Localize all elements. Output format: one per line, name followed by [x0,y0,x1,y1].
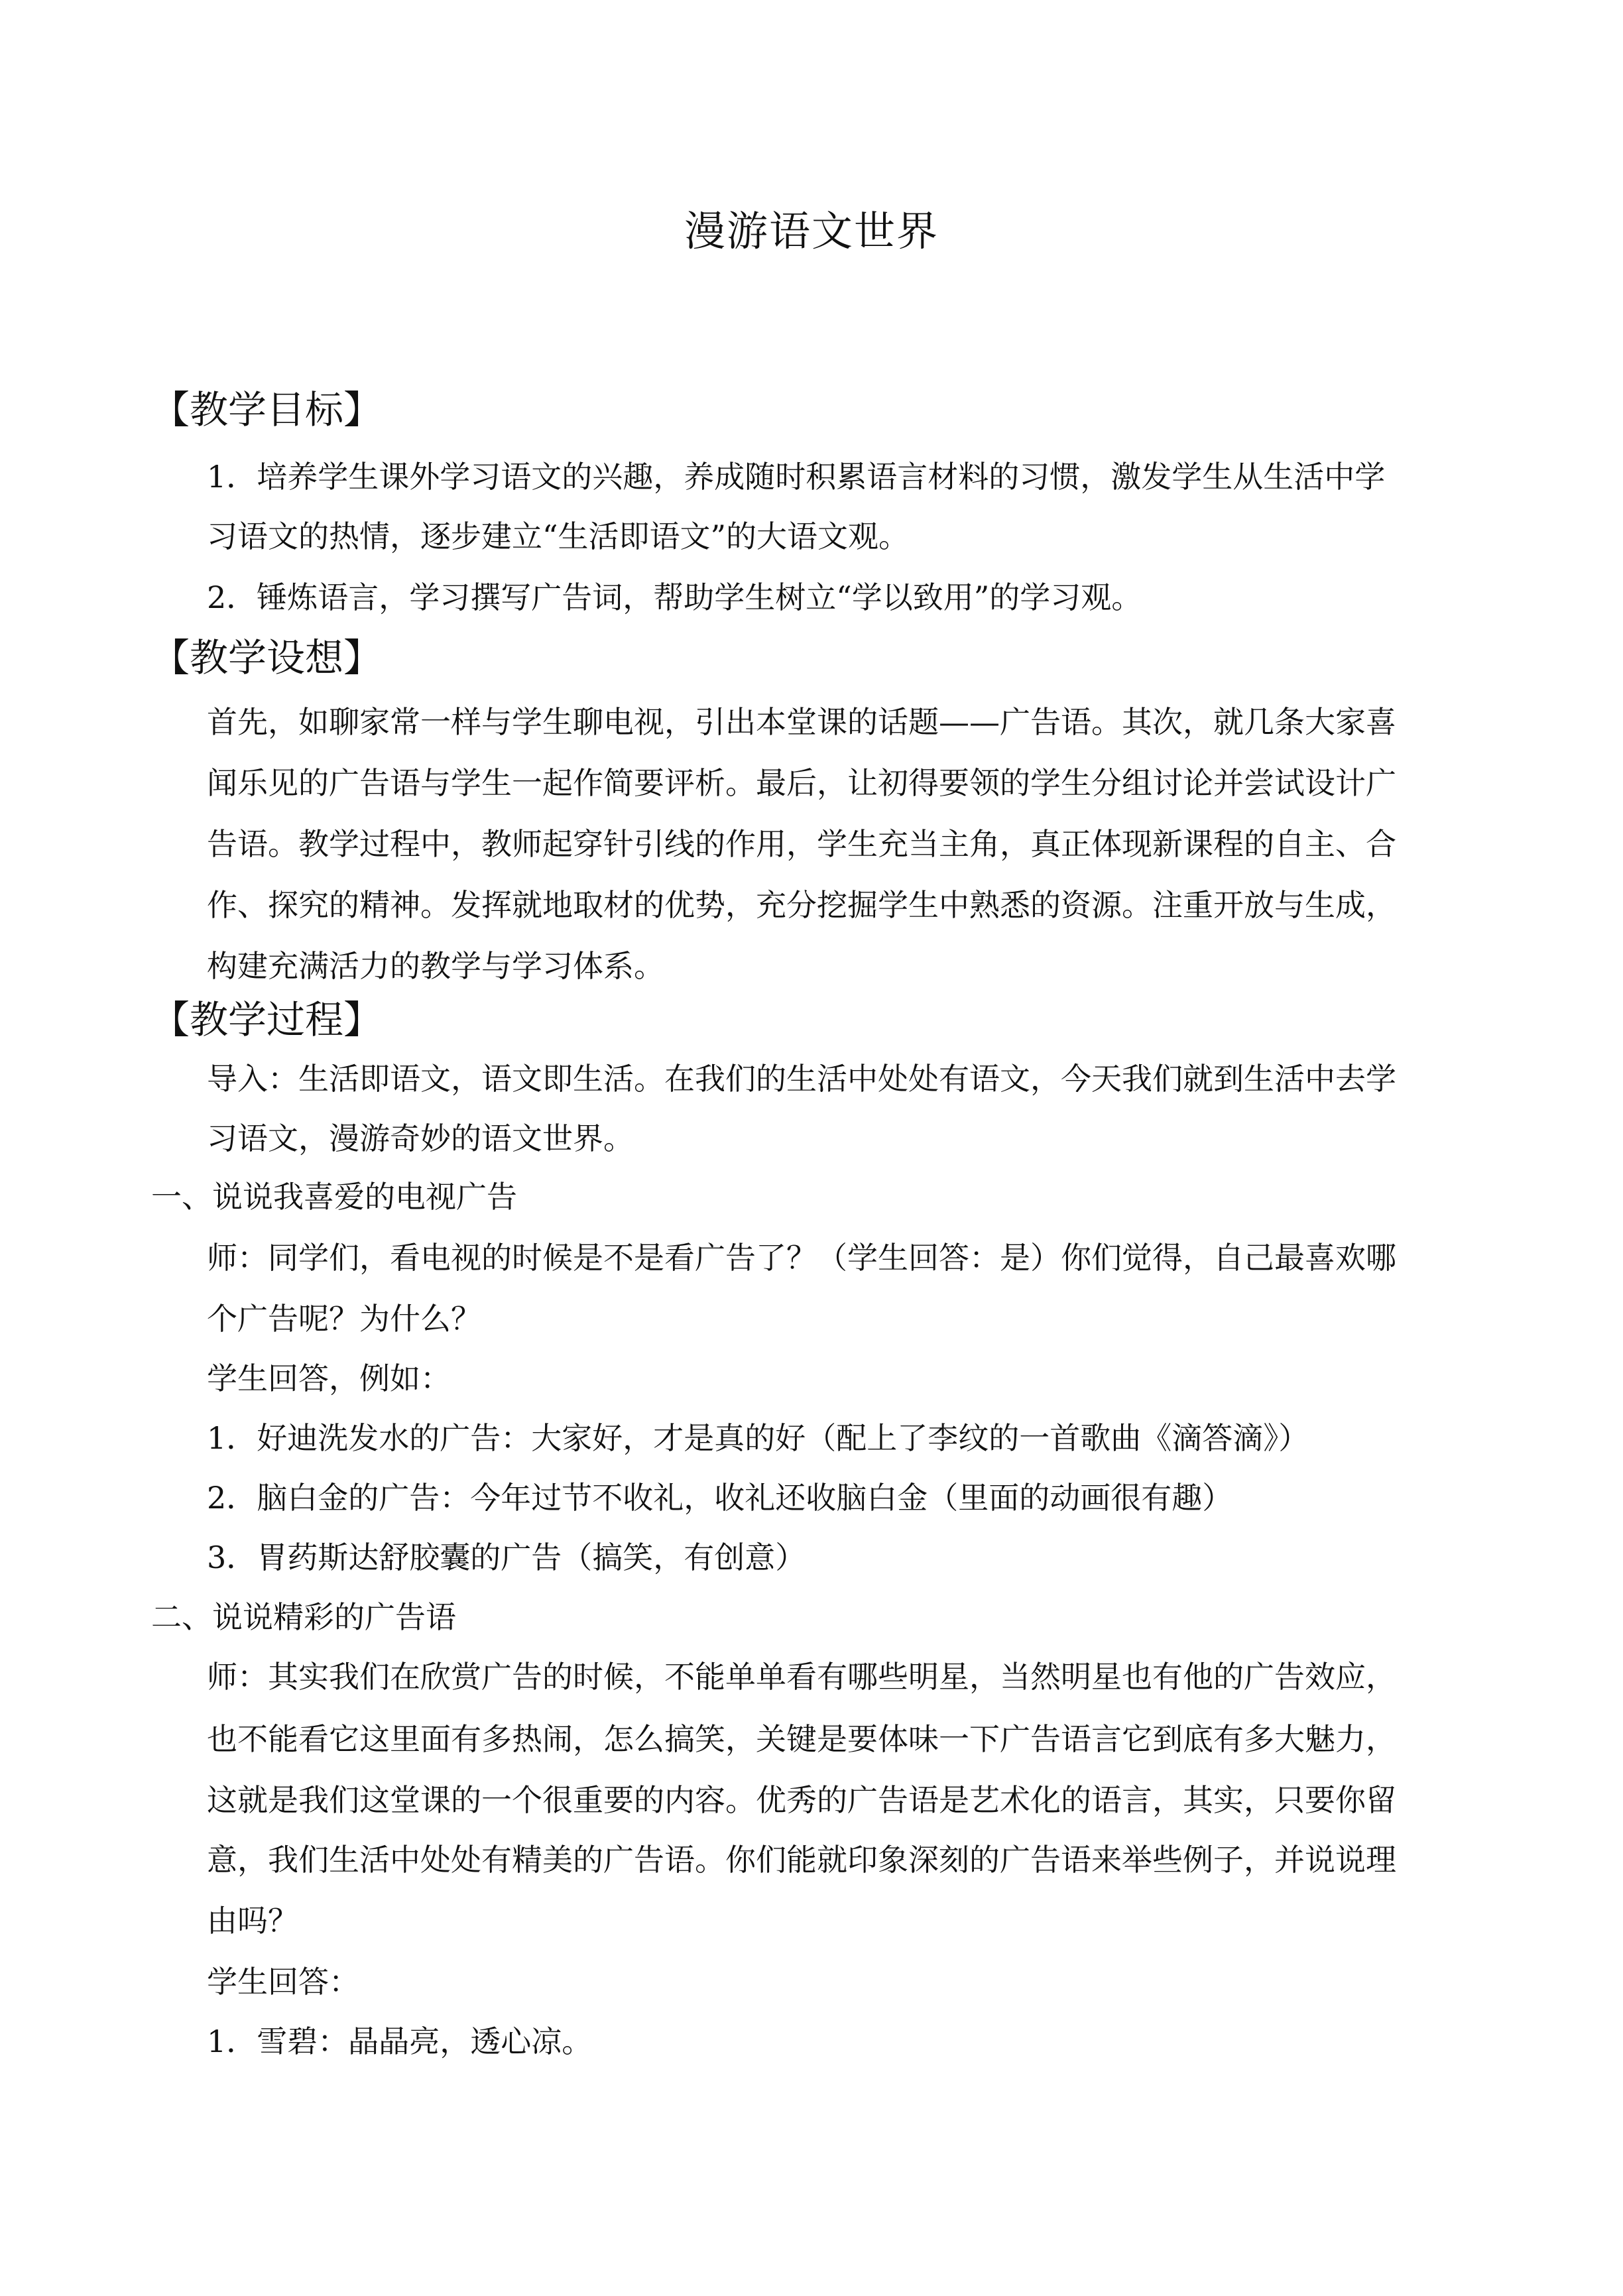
section-1-line: 3．胃药斯达舒胶囊的广告（搞笑，有创意） [207,1540,806,1575]
section-2-line: 这就是我们这堂课的一个很重要的内容。优秀的广告语是艺术化的语言，其实，只要你留 [207,1782,1396,1818]
section-2-line: 师：其实我们在欣赏广告的时候，不能单单看有哪些明星，当然明星也有他的广告效应， [207,1659,1396,1695]
design-line: 闻乐见的广告语与学生一起作简要评析。最后，让初得要领的学生分组讨论并尝试设计广 [207,765,1396,801]
section-2-line: 由吗？ [207,1903,298,1939]
section-1-line: 个广告呢？为什么？ [207,1301,481,1337]
goals-line: 2．锤炼语言，学习撰写广告词，帮助学生树立“学以致用”的学习观。 [207,579,1142,615]
section-1-line: 2．脑白金的广告：今年过节不收礼，收礼还收脑白金（里面的动画很有趣） [207,1480,1233,1516]
heading-teaching-process: 【教学过程】 [151,997,383,1042]
design-line: 作、探究的精神。发挥就地取材的优势，充分挖掘学生中熟悉的资源。注重开放与生成， [207,887,1396,923]
section-2-title: 二、说说精彩的广告语 [151,1599,456,1635]
design-line: 首先，如聊家常一样与学生聊电视，引出本堂课的话题——广告语。其次，就几条大家喜 [207,704,1396,740]
document-title: 漫游语文世界 [684,207,939,255]
goals-line: 1．培养学生课外学习语文的兴趣，养成随时积累语言材料的习惯，激发学生从生活中学 [207,459,1386,495]
section-2-line: 1．雪碧：晶晶亮，透心凉。 [207,2024,593,2059]
heading-teaching-goals: 【教学目标】 [151,387,383,432]
design-line: 构建充满活力的教学与学习体系。 [207,948,664,984]
intro-line: 习语文，漫游奇妙的语文世界。 [207,1120,634,1156]
section-2-line: 学生回答： [207,1964,359,2000]
section-2-line: 意，我们生活中处处有精美的广告语。你们能就印象深刻的广告语来举些例子，并说说理 [207,1842,1396,1878]
heading-teaching-design: 【教学设想】 [151,635,383,680]
section-1-line: 1．好迪洗发水的广告：大家好，才是真的好（配上了李纹的一首歌曲《滴答滴》） [207,1420,1309,1456]
design-line: 告语。教学过程中，教师起穿针引线的作用，学生充当主角，真正体现新课程的自主、合 [207,826,1396,862]
section-1-title: 一、说说我喜爱的电视广告 [151,1179,517,1215]
goals-line: 习语文的热情，逐步建立“生活即语文”的大语文观。 [207,518,910,554]
section-1-line: 学生回答，例如： [207,1360,451,1396]
section-1-line: 师：同学们，看电视的时候是不是看广告了？（学生回答：是）你们觉得，自己最喜欢哪 [207,1240,1396,1276]
intro-line: 导入：生活即语文，语文即生活。在我们的生活中处处有语文，今天我们就到生活中去学 [207,1061,1396,1097]
section-2-line: 也不能看它这里面有多热闹，怎么搞笑，关键是要体味一下广告语言它到底有多大魅力， [207,1721,1396,1757]
